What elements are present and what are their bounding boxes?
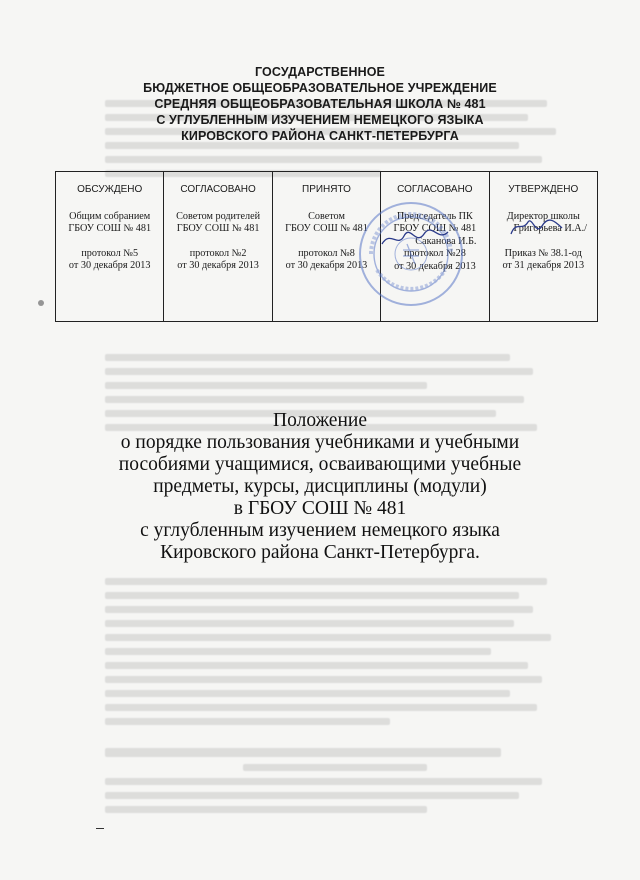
approval-body: Общим собранием [69,210,151,222]
approval-cell-parents [164,172,272,322]
approval-caption: ОБСУЖДЕНО [77,184,143,195]
approval-caption: ПРИНЯТО [302,184,351,195]
approval-body: Григорьева И.А./ [513,223,588,234]
approval-cell-approved [489,172,597,322]
header-line: СРЕДНЯЯ ОБЩЕОБРАЗОВАТЕЛЬНАЯ ШКОЛА № 481 [154,97,486,111]
approval-body: ГБОУ СОШ № 481 [68,223,152,234]
approval-cell-discussed [56,172,164,322]
approval-body: ГБОУ СОШ № 481 [393,223,477,234]
header-line: БЮДЖЕТНОЕ ОБЩЕОБРАЗОВАТЕЛЬНОЕ УЧРЕЖДЕНИЕ [143,81,497,95]
approval-protocol: протокол №2 [189,247,247,259]
approval-body: Председатель ПК [396,210,473,222]
document-title [60,410,580,564]
header-line: С УГЛУБЛЕННЫМ ИЗУЧЕНИЕМ НЕМЕЦКОГО ЯЗЫКА [156,113,484,127]
union-stamp-icon [357,200,465,308]
approval-signer: Саканова И.Б. [415,235,477,247]
header-line: КИРОВСКОГО РАЙОНА САНКТ-ПЕТЕРБУРГА [181,129,459,143]
approval-date: от 30 декабря 2013 [285,260,368,271]
title-line: с углубленным изучением немецкого языка [140,520,500,541]
approval-protocol: протокол №5 [81,247,139,259]
title-line: пособиями учащимися, осваивающими учебные [118,454,522,475]
approval-body: ГБОУ СОШ № 481 [176,223,260,234]
approval-body: Директор школы [506,210,580,222]
title-line: в ГБОУ СОШ № 481 [233,498,407,519]
approval-caption: УТВЕРЖДЕНО [508,184,579,195]
approval-caption: СОГЛАСОВАНО [397,184,473,195]
approval-date: от 30 декабря 2013 [394,260,476,272]
approval-date: от 31 декабря 2013 [502,260,585,271]
scan-mark [96,828,104,829]
punch-hole [38,300,44,306]
header-line: ГОСУДАРСТВЕННОЕ [255,65,385,79]
approval-caption: СОГЛАСОВАНО [180,184,256,195]
title-line: о порядке пользования учебниками и учебными [120,432,520,453]
approval-body: ГБОУ СОШ № 481 [285,223,368,234]
approval-table [55,171,598,322]
approval-date: от 30 декабря 2013 [177,260,259,271]
approval-date: от 30 декабря 2013 [68,260,151,271]
approval-protocol: протокол №8 [298,247,355,259]
title-line: Кировского района Санкт-Петербурга. [160,542,480,563]
approval-protocol: протокол №28 [403,248,466,259]
organization-header [80,64,560,144]
title-line: предметы, курсы, дисциплины (модули) [153,476,487,497]
title-line: Положение [273,410,367,431]
approval-body: Советом родителей [176,210,261,222]
approval-order: Приказ № 38.1-од [504,247,582,259]
approval-body: Советом [308,210,345,222]
